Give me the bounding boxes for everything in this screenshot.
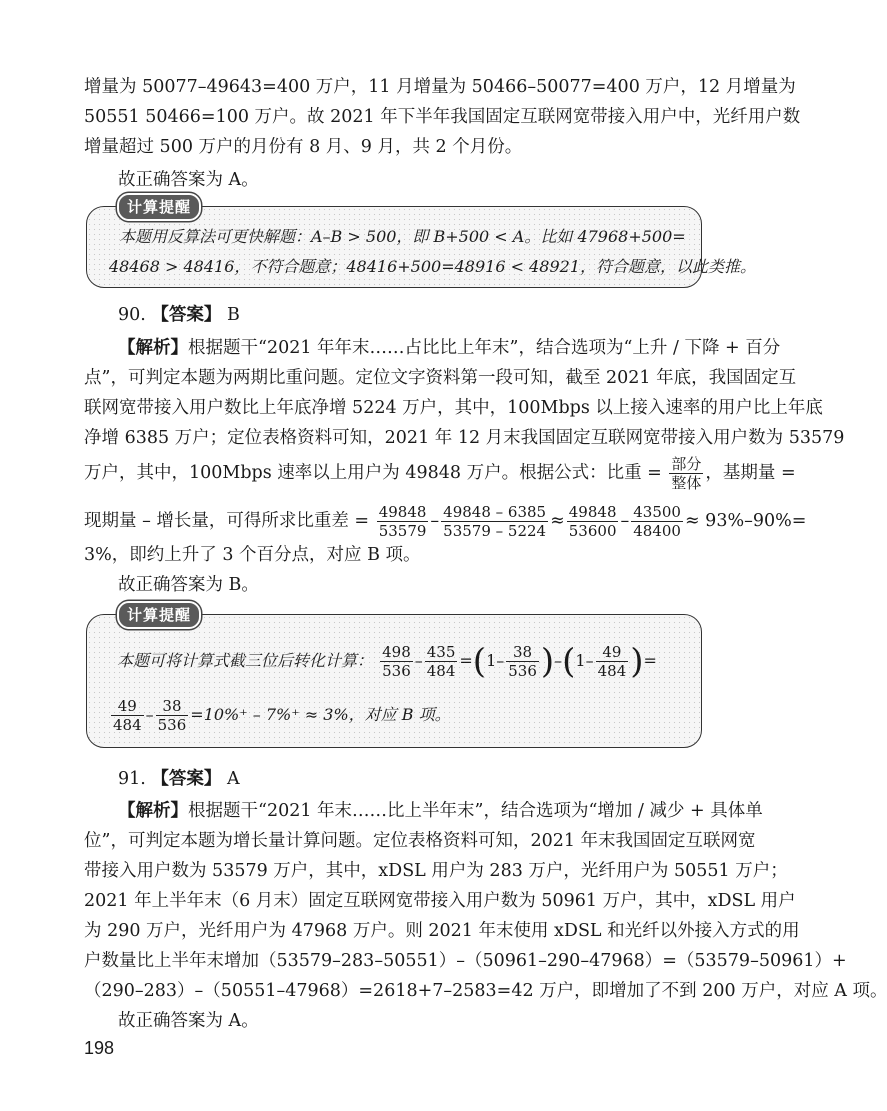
tip-fraction-2 — [425, 643, 458, 680]
tip-label: 计算提醒 — [117, 193, 201, 221]
q90-analysis-text-1: 根据题干“2021 年年末……占比比上年末”，结合选项为“上升 / 下降 + 百分 — [188, 338, 781, 358]
q90-answer-value: B — [227, 305, 240, 325]
tip-fraction-1-den: 536 — [382, 662, 411, 680]
q91-answer-value: A — [227, 769, 240, 789]
fraction-3-den: 53600 — [568, 522, 617, 540]
q90-line6-text: 现期量 – 增长量，可得所求比重差 = — [84, 511, 370, 531]
intro-line-1: 增量为 50077–49643=400 万户，11 月增量为 50466–50077=400 万户，12 月增量为 — [84, 77, 796, 97]
fraction-3-num: 49848 — [568, 503, 617, 521]
q90-analysis-line-5 — [84, 455, 796, 492]
formula-denominator: 整体 — [671, 474, 702, 492]
q91-analysis-text-1: 根据题干“2021 年末……比上半年末”，结合选项为“增加 / 减少 + 具体单 — [188, 801, 763, 821]
q90-analysis-line-6: 现期量 – 增长量，可得所求比重差 = $\frac{49848}{53579}$ – $\frac{49848 - 6385}{53579 - 5224}$ ≈ $\frac{49848}{53600}$ – $\frac{43500}{48400}$ ≈ 93%–90%= — [84, 503, 807, 540]
tip-fraction-4-den: 484 — [597, 662, 627, 680]
tip-fraction-2-den: 484 — [426, 662, 456, 680]
fraction-4-num: 43500 — [633, 503, 681, 521]
tip2-line1-text: 本题可将计算式截三位后转化计算： — [117, 651, 374, 670]
intro-line-2: 50551 50466=100 万户。故 2021 年下半年我国固定互联网宽带接入用户中，光纤用户数 — [84, 107, 801, 127]
tip-fraction-5 — [111, 697, 144, 734]
fraction-2 — [441, 503, 548, 540]
q91-analysis-line-6: 户数量比上半年末增加（53579–283–50551）–（50961–290–47968）=（53579–50961）+ — [84, 951, 847, 971]
tip-fraction-4 — [596, 643, 629, 680]
fraction-4 — [631, 503, 683, 540]
fraction-1 — [377, 503, 429, 540]
q90-line5-text: 万户，其中，100Mbps 速率以上用户为 49848 万户。根据公式：比重 = — [84, 463, 662, 483]
tip1-line-1: 本题用反算法可更快解题：A–B > 500，即 B+500 < A。比如 47968+500= — [119, 227, 686, 246]
q90-line5-tail: ，基期量 = — [705, 463, 796, 483]
tip-fraction-3-den: 536 — [508, 662, 537, 680]
fraction-4-den: 48400 — [633, 522, 681, 540]
tip-fraction-2-num: 435 — [426, 643, 456, 661]
q90-analysis-line-2: 点”，可判定本题为两期比重问题。定位文字资料第一段可知，截至 2021 年底，我国固定互 — [84, 368, 797, 388]
fraction-2-num: 49848 – 6385 — [443, 503, 547, 521]
q91-analysis-line-5: 为 290 万户，光纤用户为 47968 万户。则 2021 年末使用 xDSL 和光纤以外接入方式的用 — [84, 921, 800, 941]
tip-fraction-6 — [156, 697, 189, 734]
tip-fraction-6-num: 38 — [156, 697, 189, 716]
ratio-formula-fraction — [669, 455, 703, 492]
tip-label: 计算提醒 — [117, 601, 201, 629]
tip2-line2-text: =10%⁺ – 7%⁺ ≈ 3%，对应 B 项。 — [190, 705, 451, 724]
q91-analysis-line-1 — [118, 796, 763, 826]
q91-number: 91. — [118, 769, 146, 789]
q90-analysis-line-3: 联网宽带接入用户数比上年底净增 5224 万户，其中，100Mbps 以上接入速率的用户比上年底 — [84, 398, 823, 418]
intro-line-3: 增量超过 500 万户的月份有 8 月、9 月，共 2 个月份。 — [84, 137, 523, 157]
tip-fraction-6-den: 536 — [157, 716, 187, 734]
q91-analysis-line-3: 带接入用户数为 53579 万户，其中，xDSL 用户为 283 万户，光纤用户为 50551 万户； — [84, 861, 788, 881]
q91-analysis-line-7: （290–283）–（50551–47968）=2618+7–2583=42 万户，即增加了不到 200 万户，对应 A 项。 — [84, 981, 887, 1001]
q90-analysis-tag: 【解析】 — [118, 338, 188, 358]
page-number: 198 — [84, 1038, 115, 1058]
q90-answer-tag: 【答案】 — [151, 305, 222, 325]
tip-fraction-3 — [506, 643, 539, 680]
q91-answer-heading — [118, 764, 240, 794]
q90-number: 90. — [118, 305, 146, 325]
tip-fraction-5-num: 49 — [111, 697, 144, 716]
tip1-line-2: 48468 > 48416，不符合题意；48416+500=48916 < 48921，符合题意，以此类推。 — [109, 257, 757, 276]
tip2-line-1: 本题可将计算式截三位后转化计算： $\frac{498}{536}$ – $\frac{435}{484}$ =(1– $\frac{38}{536}$ )–(1– $\frac{49}{484}$ )= — [117, 641, 657, 682]
calculation-tip-box-1 — [86, 198, 757, 288]
tip-fraction-5-den: 484 — [113, 716, 142, 734]
tip2-line-2: $\frac{49}{484}$ – $\frac{38}{536}$ =10%⁺ – 7%⁺ ≈ 3%，对应 B 项。 — [113, 697, 451, 734]
q91-analysis-line-2: 位”，可判定本题为增长量计算问题。定位表格资料可知，2021 年末我国固定互联网宽 — [84, 831, 756, 851]
q91-conclusion: 故正确答案为 A。 — [118, 1011, 259, 1031]
q91-answer-tag: 【答案】 — [151, 769, 222, 789]
q90-conclusion: 故正确答案为 B。 — [118, 575, 259, 595]
tip-fraction-3-num: 38 — [506, 643, 539, 662]
q90-line6-tail: ≈ 93%–90%= — [684, 511, 807, 531]
q91-analysis-tag: 【解析】 — [118, 801, 188, 821]
q91-analysis-line-4: 2021 年上半年末（6 月末）固定互联网宽带接入用户数为 50961 万户，其中，xDSL 用户 — [84, 891, 796, 911]
fraction-3 — [567, 503, 619, 540]
fraction-1-num: 49848 — [378, 503, 427, 521]
q90-answer-heading — [118, 300, 240, 330]
q90-analysis-line-1 — [118, 333, 780, 363]
formula-numerator: 部分 — [671, 455, 702, 473]
tip-fraction-1 — [380, 643, 413, 680]
tip-fraction-4-num: 49 — [596, 643, 629, 662]
fraction-2-den: 53579 – 5224 — [443, 522, 547, 540]
q90-analysis-line-4: 净增 6385 万户；定位表格资料可知，2021 年 12 月末我国固定互联网宽带接入用户数为 53579 — [84, 428, 845, 448]
tip-fraction-1-num: 498 — [382, 643, 411, 661]
fraction-1-den: 53579 — [378, 522, 427, 540]
calculation-tip-box-2 — [86, 606, 702, 748]
q90-analysis-line-7: 3%，即约上升了 3 个百分点，对应 B 项。 — [84, 545, 421, 565]
intro-conclusion: 故正确答案为 A。 — [118, 170, 259, 190]
